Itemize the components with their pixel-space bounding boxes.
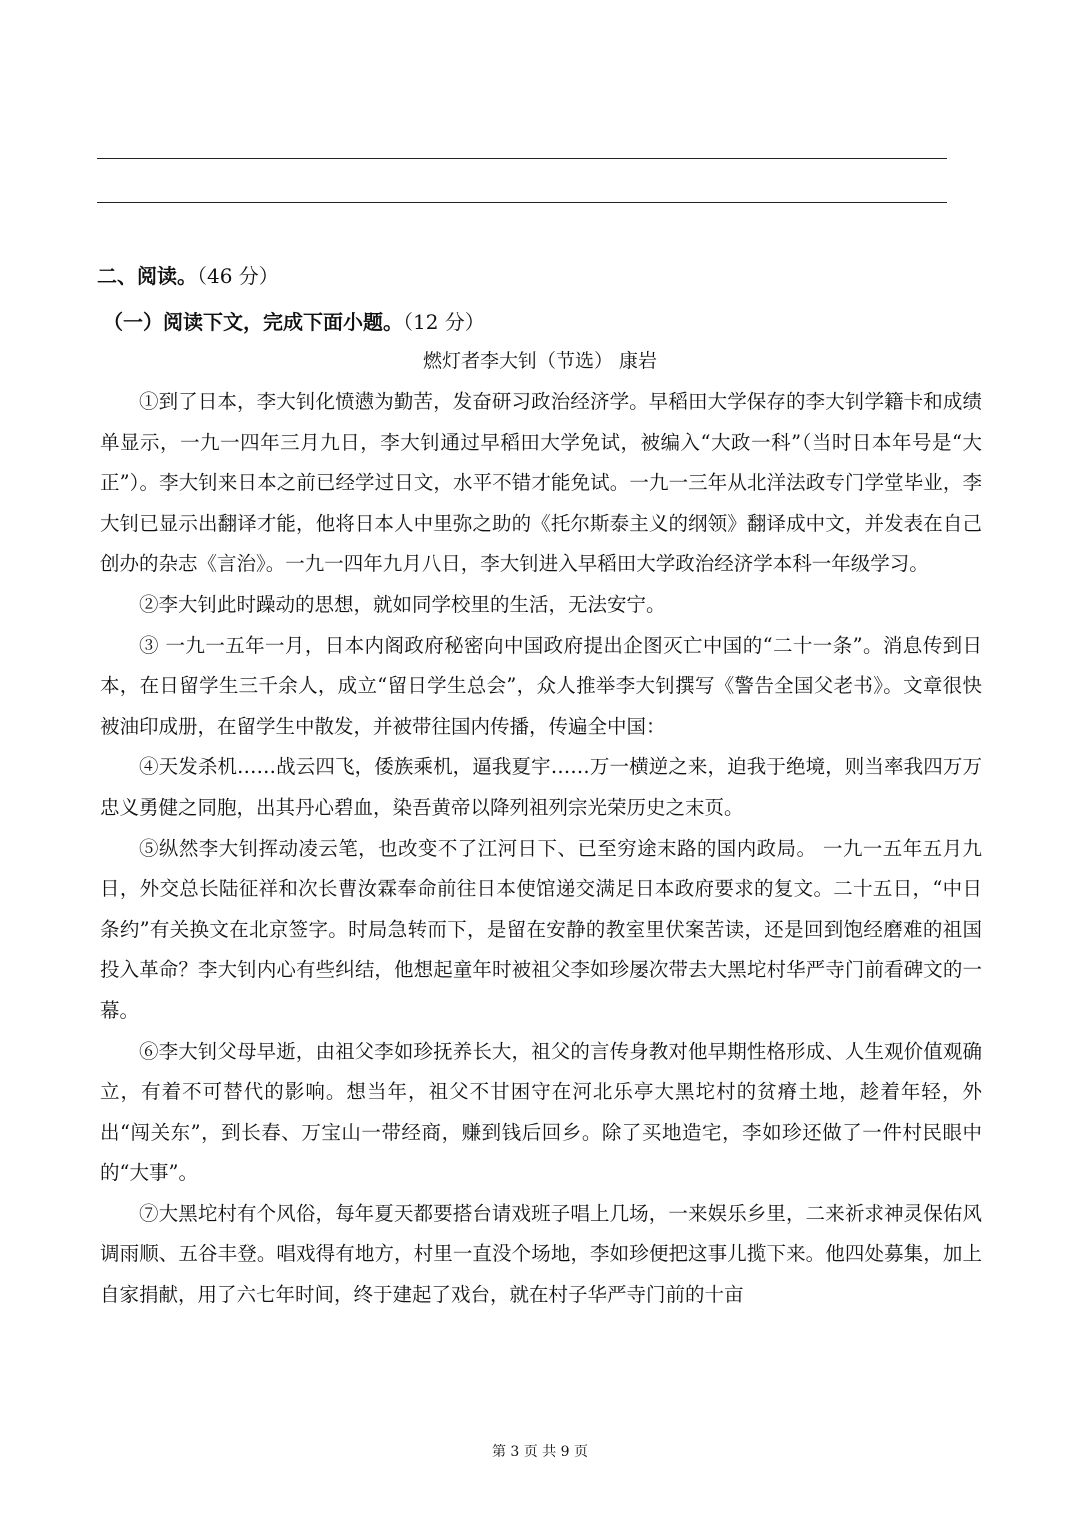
paragraph-6: ⑥李大钊父母早逝，由祖父李如珍抚养长大，祖父的言传身教对他早期性格形成、人生观价值观确立，有着不可替代的影响。想当年，祖父不甘困守在河北乐亭大黑坨村的贫瘠土地，趁着年轻，外出“闯关东”，到长春、万宝山一带经商，赚到钱后回乡。除了买地造宅，李如珍还做了一件村民眼中的“大事”。 <box>100 1039 982 1185</box>
article-body <box>100 382 982 1316</box>
answer-line <box>97 158 947 159</box>
paragraph-4: ④天发杀机……战云四飞，倭族乘机，逼我夏宇……万一横逆之来，迫我于绝境，则当率我四万万忠义勇健之同胞，出其丹心碧血，染吾黄帝以降列祖列宗光荣历史之末页。 <box>100 755 982 819</box>
answer-line <box>97 202 947 203</box>
section-heading-text: 二、阅读。 <box>97 264 197 288</box>
subsection-score: （12 分） <box>403 310 485 334</box>
section-score: （46 分） <box>197 264 279 288</box>
section-heading <box>97 260 279 289</box>
page-footer: 第 3 页 共 9 页 <box>491 1444 589 1460</box>
subsection-heading-text: （一）阅读下文，完成下面小题。 <box>103 310 403 334</box>
paragraph-5: ⑤纵然李大钊挥动凌云笔，也改变不了江河日下、已至穷途末路的国内政局。 一九一五年五月九日，外交总长陆征祥和次长曹汝霖奉命前往日本使馆递交满足日本政府要求的复文。二十五日，“中日条约”有关换文在北京签字。时局急转而下，是留在安静的教室里伏案苦读，还是回到饱经磨难的祖国投入革命？李大钊内心有些纠结，他想起童年时被祖父李如珍屡次带去大黑坨村华严寺门前看碑文的一幕。 <box>100 836 982 1022</box>
paragraph-7: ⑦大黑坨村有个风俗，每年夏天都要搭台请戏班子唱上几场，一来娱乐乡里，二来祈求神灵保佑风调雨顺、五谷丰登。唱戏得有地方，村里一直没个场地，李如珍便把这事儿揽下来。他四处募集，加上自家捐献，用了六七年时间，终于建起了戏台，就在村子华严寺门前的十亩 <box>100 1201 982 1307</box>
paragraph-1: ①到了日本，李大钊化愤懑为勤苦，发奋研习政治经济学。早稻田大学保存的李大钊学籍卡和成绩单显示，一九一四年三月九日，李大钊通过早稻田大学免试，被编入“大政一科”（当时日本年号是“大正”）。李大钊来日本之前已经学过日文，水平不错才能免试。一九一三年从北洋法政专门学堂毕业，李大钊已显示出翻译才能，他将日本人中里弥之助的《托尔斯泰主义的纲领》翻译成中文，并发表在自己创办的杂志《言治》。一九一四年九月八日，李大钊进入早稻田大学政治经济学本科一年级学习。 <box>100 390 982 576</box>
article-title: 燃灯者李大钊（节选） 康岩 <box>422 350 658 372</box>
paragraph-3: ③ 一九一五年一月，日本内阁政府秘密向中国政府提出企图灭亡中国的“二十一条”。消息传到日本，在日留学生三千余人，成立“留日学生总会”，众人推举李大钊撰写《警告全国父老书》。文章很快被油印成册，在留学生中散发，并被带往国内传播，传遍全中国： <box>100 633 982 738</box>
subsection-heading <box>103 306 485 335</box>
paragraph-2: ②李大钊此时躁动的思想，就如同学校里的生活，无法安宁。 <box>139 592 666 616</box>
